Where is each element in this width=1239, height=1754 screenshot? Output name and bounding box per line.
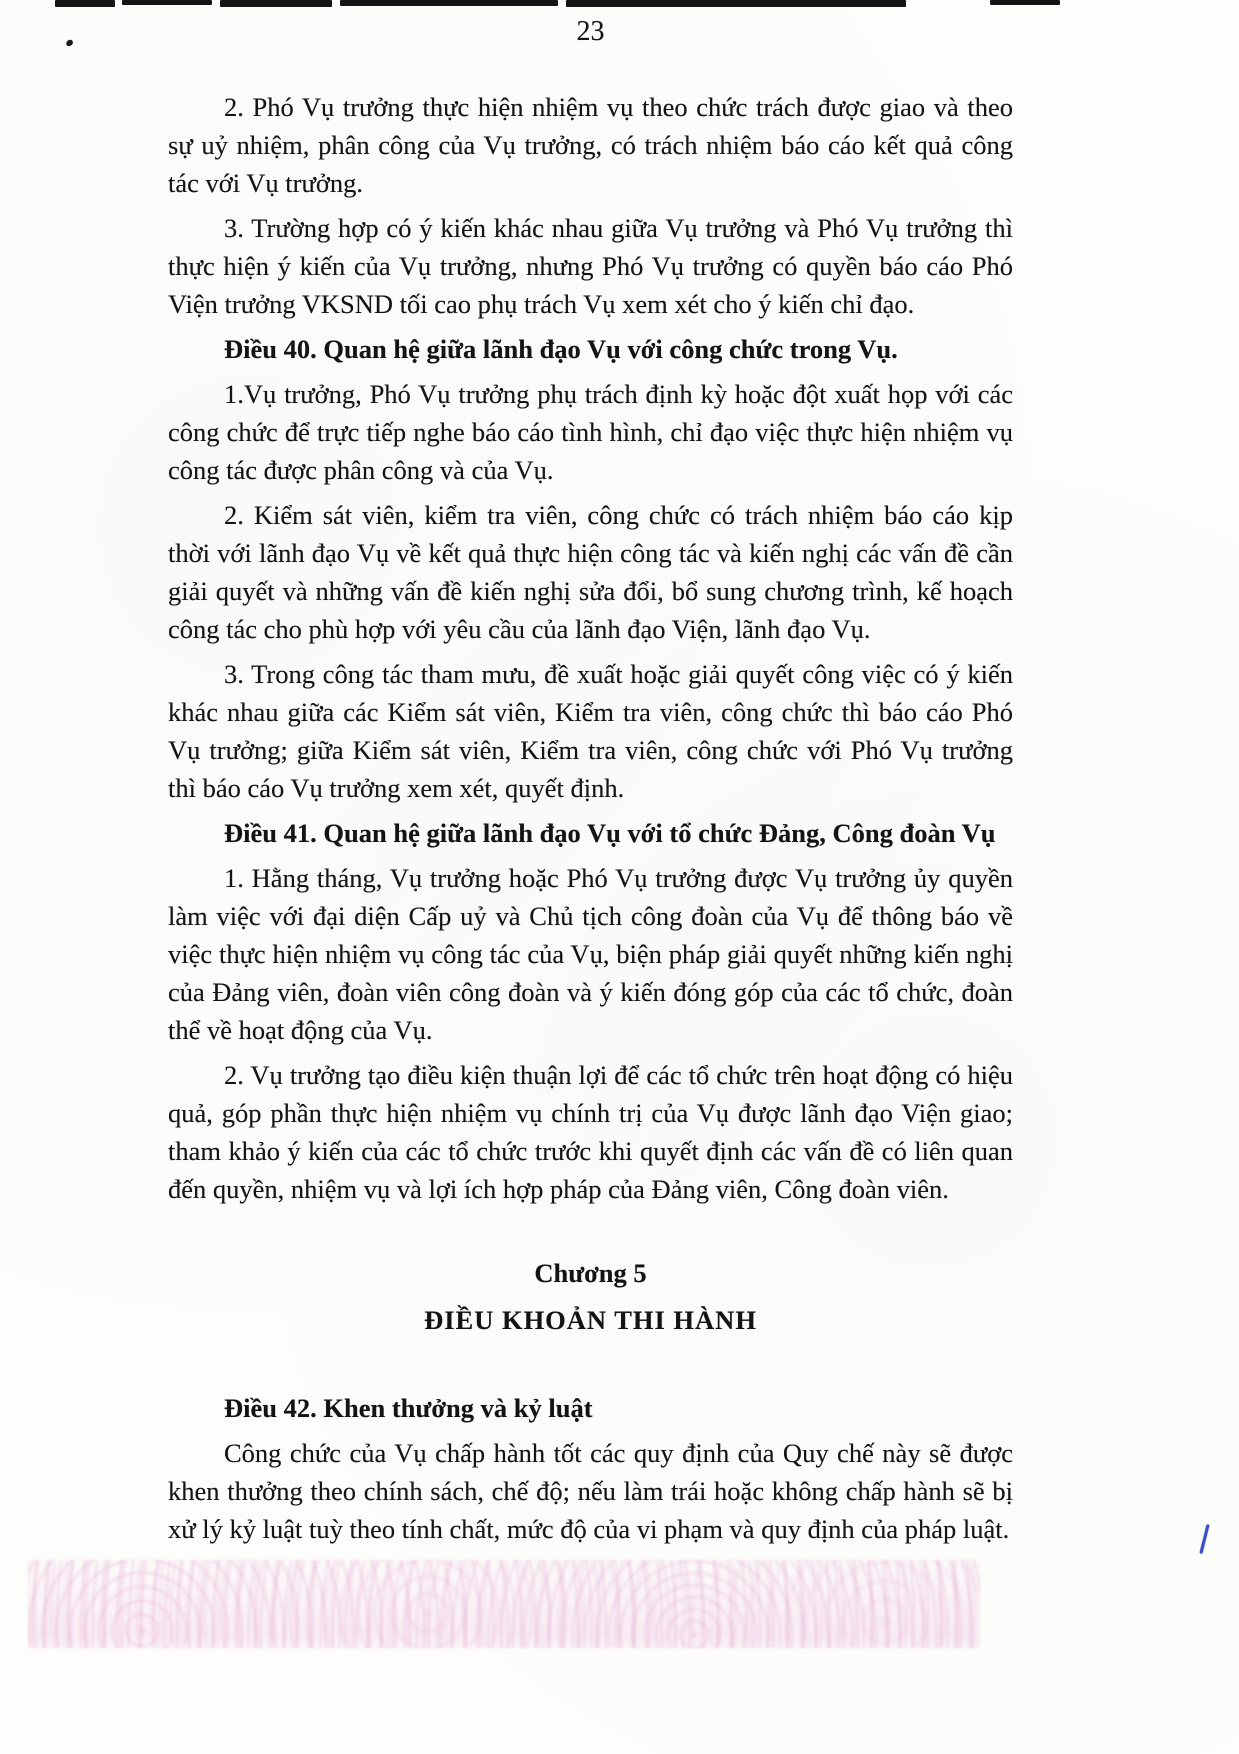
- article-40-paragraph-1: 1.Vụ trưởng, Phó Vụ trưởng phụ trách định kỳ hoặc đột xuất họp với các công chức để trực tiếp nghe báo cáo tình hình, chỉ đạo việc thực hiện nhiệm vụ công tác được phân công và của Vụ.: [168, 379, 1013, 485]
- article-40-paragraph-3: 3. Trong công tác tham mưu, đề xuất hoặc giải quyết công việc có ý kiến khác nhau giữa các Kiểm sát viên, Kiểm tra viên, công chức thì báo cáo Phó Vụ trưởng; giữa Kiểm sát viên, Kiểm tra viên, công chức với Phó Vụ trưởng thì báo cáo Vụ trưởng xem xét, quyết định.: [168, 659, 1013, 803]
- scan-noise-band-artifact: [28, 1560, 980, 1648]
- chapter-5-label: Chương 5: [534, 1258, 647, 1288]
- ink-dot-artifact: [65, 39, 74, 47]
- scan-artifact-segment: [122, 0, 212, 5]
- article-41-paragraph-1: 1. Hằng tháng, Vụ trưởng hoặc Phó Vụ trưởng được Vụ trưởng ủy quyền làm việc với đại diện Cấp uỷ và Chủ tịch công đoàn của Vụ để thông báo về việc thực hiện nhiệm vụ công tác của Vụ, biện pháp giải quyết những kiến nghị của Đảng viên, đoàn viên công đoàn và ý kiến đóng góp của các tổ chức, đoàn thể về hoạt động của Vụ.: [168, 863, 1013, 1045]
- scan-artifact-segment: [340, 0, 558, 6]
- article-40-heading: Điều 40. Quan hệ giữa lãnh đạo Vụ với công chức trong Vụ.: [224, 334, 898, 364]
- scan-artifact-segment: [220, 0, 332, 7]
- paragraph-2: 2. Phó Vụ trưởng thực hiện nhiệm vụ theo chức trách được giao và theo sự uỷ nhiệm, phân công của Vụ trưởng, có trách nhiệm báo cáo kết quả công tác với Vụ trưởng.: [168, 92, 1013, 198]
- article-42-heading: Điều 42. Khen thưởng và kỷ luật: [224, 1393, 593, 1423]
- paragraph-3: 3. Trường hợp có ý kiến khác nhau giữa Vụ trưởng và Phó Vụ trưởng thì thực hiện ý kiến của Vụ trưởng, nhưng Phó Vụ trưởng có quyền báo cáo Phó Viện trưởng VKSND tối cao phụ trách Vụ xem xét cho ý kiến chỉ đạo.: [168, 213, 1013, 319]
- chapter-5-title: ĐIỀU KHOẢN THI HÀNH: [424, 1305, 757, 1335]
- article-41-heading: Điều 41. Quan hệ giữa lãnh đạo Vụ với tổ chức Đảng, Công đoàn Vụ: [224, 818, 996, 848]
- document-body: [168, 88, 1013, 1555]
- article-41-paragraph-2: 2. Vụ trưởng tạo điều kiện thuận lợi để các tổ chức trên hoạt động có hiệu quả, góp phần thực hiện nhiệm vụ chính trị của Vụ được lãnh đạo Viện giao; tham khảo ý kiến của các tổ chức trước khi quyết định các vấn đề có liên quan đến quyền, nhiệm vụ và lợi ích hợp pháp của Đảng viên, Công đoàn viên.: [168, 1060, 1013, 1204]
- page-number: 23: [576, 16, 605, 47]
- scan-artifact-segment: [55, 0, 115, 7]
- scan-artifact-top-bar: [0, 0, 1239, 10]
- scan-artifact-segment: [566, 0, 906, 7]
- blue-pen-mark-artifact: [1199, 1524, 1209, 1554]
- scan-artifact-segment: [990, 0, 1060, 5]
- article-40-paragraph-2: 2. Kiểm sát viên, kiểm tra viên, công chức có trách nhiệm báo cáo kịp thời với lãnh đạo Vụ về kết quả thực hiện công tác và kiến nghị các vấn đề cần giải quyết và những vấn đề kiến nghị sửa đổi, bổ sung chương trình, kế hoạch công tác cho phù hợp với yêu cầu của lãnh đạo Viện, lãnh đạo Vụ.: [168, 500, 1013, 644]
- article-42-paragraph-1: Công chức của Vụ chấp hành tốt các quy định của Quy chế này sẽ được khen thưởng theo chính sách, chế độ; nếu làm trái hoặc không chấp hành sẽ bị xử lý kỷ luật tuỳ theo tính chất, mức độ của vi phạm và quy định của pháp luật.: [168, 1438, 1013, 1544]
